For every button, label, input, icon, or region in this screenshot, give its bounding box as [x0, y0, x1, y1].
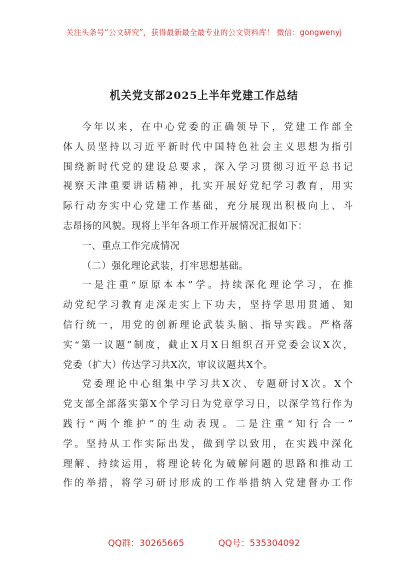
body-line: 今年以来，在中心党委的正确领导下，党建工作部全: [82, 122, 353, 133]
body-line: 践行“两个维护”的生动表现。二是注重“知行合一”: [63, 418, 353, 430]
body-line: 党委（扩大）传达学习共X次，审议议题共X个。: [63, 359, 273, 371]
footer-contact: [0, 536, 408, 549]
body-line: 实“第一议题”制度，截止X月X日组织召开党委会议X次，: [63, 339, 353, 351]
body-line: 围绕新时代党的建设总要求，深入学习贯彻习近平总书记: [63, 161, 353, 173]
body-line: 信行统一，用党的创新理论武装头脑、指导实践。严格落: [63, 319, 353, 331]
body-line: 一是注重“原原本本”学。持续深化理论学习，在推: [82, 280, 353, 292]
document-title: 机关党支部2025上半年党建工作总结: [109, 90, 299, 102]
body-line: 理解、持续运用，将理论转化为破解问题的思路和推动工: [63, 458, 353, 470]
header-promo-note: 关注头条号“公文研究”，获得最新最全最专业的公文资料库！ 微信：gongwenyj: [66, 28, 342, 37]
body-line: 体人员坚持以习近平新时代中国特色社会主义思想为指引: [63, 141, 353, 153]
body-line: 党委理论中心组集中学习共X次、专题研讨X次。X个: [82, 379, 353, 391]
body-line: 动党纪学习教育走深走实上下功夫，坚持学思用贯通、知: [63, 300, 353, 312]
body-line: 作的举措，将学习研讨形成的工作举措纳入党建督办工作: [63, 478, 353, 490]
body-line: 志昂扬的风貌。现将上半年各项工作开展情况汇报如下：: [63, 220, 308, 232]
footer-qq-number: QQ号：535304092: [218, 539, 301, 549]
body-line: 一、重点工作完成情况: [82, 240, 180, 252]
body-line: 际行动夯实中心党建工作基础，充分展现出积极向上、斗: [63, 201, 353, 213]
body-line: 视察天津重要讲话精神，扎实开展好党纪学习教育，用实: [63, 181, 353, 193]
document-body: [63, 118, 353, 494]
body-line: 党支部全部落实第X个学习日为党章学习日，以深学笃行作为: [63, 399, 353, 411]
body-line: 学。坚持从工作实际出发，做到学以致用，在实践中深化: [63, 438, 353, 450]
body-line: （二）强化理论武装，打牢思想基础。: [82, 260, 249, 272]
footer-qq-group: QQ群：30265665: [107, 539, 185, 549]
